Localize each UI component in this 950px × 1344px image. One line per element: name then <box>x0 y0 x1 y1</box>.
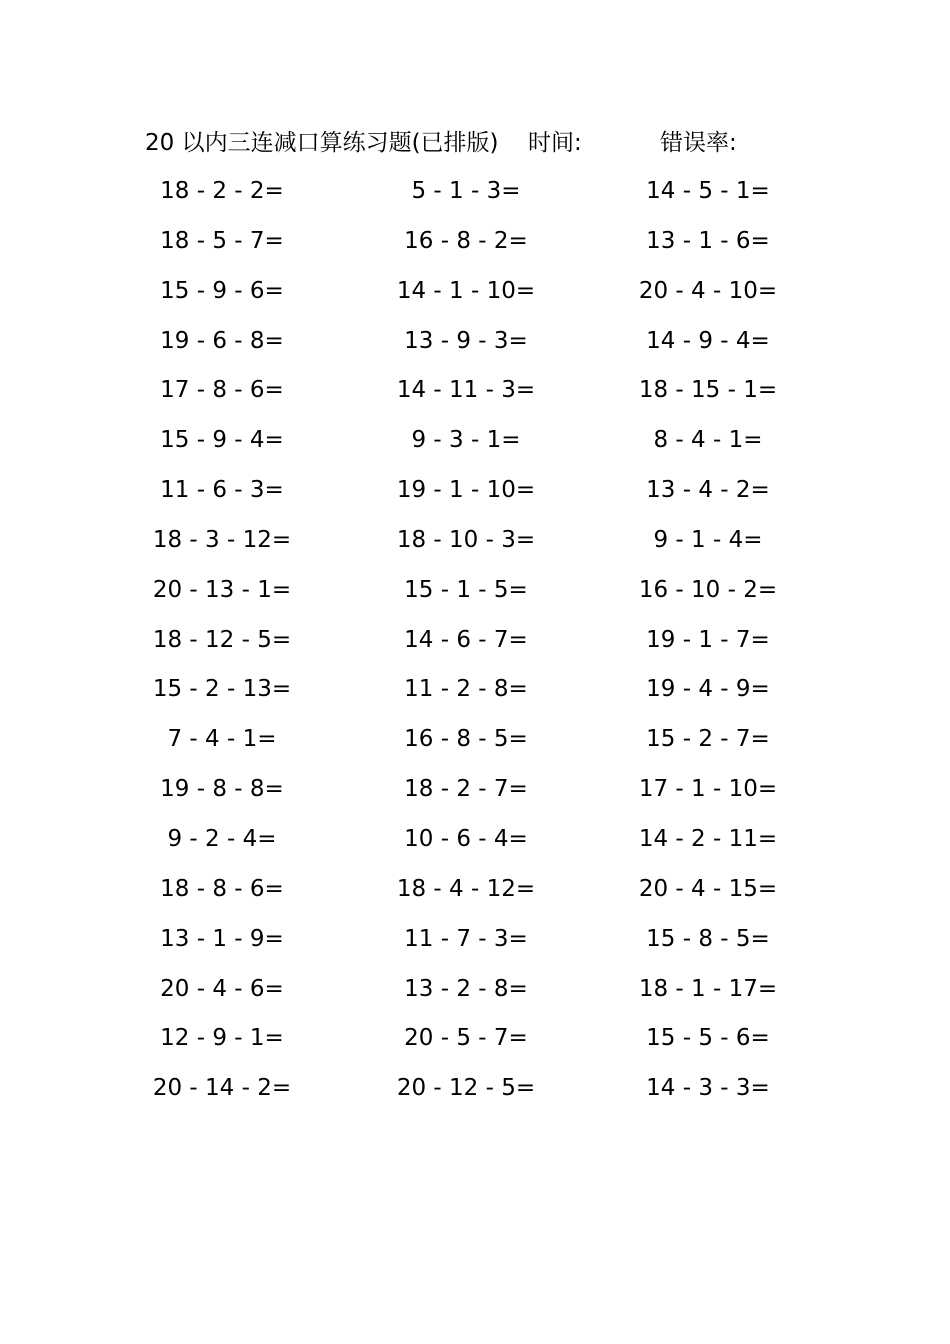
problem-item: 15 - 1 - 5= <box>404 576 528 603</box>
problem-item: 15 - 9 - 4= <box>160 427 284 454</box>
problem-item: 15 - 5 - 6= <box>646 1025 770 1052</box>
problem-row <box>0 819 950 869</box>
problem-item: 18 - 4 - 12= <box>396 875 536 902</box>
problem-item: 9 - 1 - 4= <box>653 526 763 553</box>
problem-item: 20 - 4 - 6= <box>160 975 284 1002</box>
problem-row <box>0 869 950 919</box>
problem-row <box>0 470 950 520</box>
problem-item: 18 - 2 - 7= <box>404 776 528 803</box>
problem-item: 20 - 14 - 2= <box>152 1075 292 1102</box>
problem-row <box>0 919 950 969</box>
problem-item: 14 - 2 - 11= <box>638 825 778 852</box>
problem-item: 14 - 1 - 10= <box>396 277 536 304</box>
problem-item: 13 - 2 - 8= <box>404 975 528 1002</box>
problem-item: 12 - 9 - 1= <box>160 1025 284 1052</box>
error-rate-label: 错误率: <box>660 130 737 156</box>
problem-item: 9 - 2 - 4= <box>167 825 277 852</box>
problem-row <box>0 620 950 670</box>
problem-row <box>0 420 950 470</box>
problem-item: 20 - 4 - 10= <box>638 277 778 304</box>
problem-row <box>0 271 950 321</box>
problem-item: 19 - 6 - 8= <box>160 327 284 354</box>
problem-item: 18 - 10 - 3= <box>396 526 536 553</box>
problem-item: 20 - 4 - 15= <box>638 875 778 902</box>
problem-item: 15 - 9 - 6= <box>160 277 284 304</box>
problem-row <box>0 769 950 819</box>
worksheet-title: 20 以内三连减口算练习题(已排版) <box>145 130 499 156</box>
problem-item: 13 - 1 - 6= <box>646 227 770 254</box>
problem-item: 13 - 1 - 9= <box>160 925 284 952</box>
problem-item: 18 - 2 - 2= <box>160 178 284 204</box>
problem-item: 19 - 8 - 8= <box>160 776 284 803</box>
problem-item: 11 - 7 - 3= <box>404 925 528 952</box>
problem-row <box>0 321 950 371</box>
problem-item: 20 - 12 - 5= <box>396 1075 536 1102</box>
problem-row <box>0 171 950 221</box>
problem-item: 16 - 8 - 2= <box>404 227 528 254</box>
problem-item: 17 - 8 - 6= <box>160 377 284 404</box>
problem-item: 20 - 13 - 1= <box>152 576 292 603</box>
problem-item: 11 - 6 - 3= <box>160 477 284 504</box>
problem-item: 20 - 5 - 7= <box>404 1025 528 1052</box>
problem-row <box>0 520 950 570</box>
problem-item: 14 - 5 - 1= <box>646 178 770 204</box>
problem-item: 17 - 1 - 10= <box>638 776 778 803</box>
problem-item: 15 - 2 - 13= <box>152 676 292 703</box>
problem-item: 14 - 6 - 7= <box>404 626 528 653</box>
problem-row <box>0 969 950 1019</box>
problem-item: 18 - 8 - 6= <box>160 875 284 902</box>
problem-item: 18 - 5 - 7= <box>160 227 284 254</box>
problem-row <box>0 1068 950 1118</box>
problem-item: 14 - 11 - 3= <box>396 377 536 404</box>
problem-item: 11 - 2 - 8= <box>404 676 528 703</box>
problem-row <box>0 669 950 719</box>
problem-item: 18 - 15 - 1= <box>638 377 778 404</box>
problem-item: 9 - 3 - 1= <box>411 427 521 454</box>
problem-item: 18 - 1 - 17= <box>638 975 778 1002</box>
problem-item: 18 - 3 - 12= <box>152 526 292 553</box>
problem-item: 19 - 1 - 7= <box>646 626 770 653</box>
problem-item: 14 - 9 - 4= <box>646 327 770 354</box>
problem-item: 16 - 10 - 2= <box>638 576 778 603</box>
problem-item: 18 - 12 - 5= <box>152 626 292 653</box>
problem-item: 15 - 2 - 7= <box>646 726 770 753</box>
problem-item: 13 - 4 - 2= <box>646 477 770 504</box>
problem-item: 7 - 4 - 1= <box>167 726 277 753</box>
problem-item: 13 - 9 - 3= <box>404 327 528 354</box>
worksheet-header <box>145 125 845 161</box>
problem-item: 5 - 1 - 3= <box>411 178 521 204</box>
problem-row <box>0 1018 950 1068</box>
problem-item: 14 - 3 - 3= <box>646 1075 770 1102</box>
problem-row <box>0 570 950 620</box>
problem-row <box>0 221 950 271</box>
problem-item: 16 - 8 - 5= <box>404 726 528 753</box>
problem-item: 8 - 4 - 1= <box>653 427 763 454</box>
problem-row <box>0 719 950 769</box>
time-label: 时间: <box>528 130 582 156</box>
problem-grid <box>0 171 950 1118</box>
problem-item: 15 - 8 - 5= <box>646 925 770 952</box>
problem-item: 19 - 4 - 9= <box>646 676 770 703</box>
problem-row <box>0 370 950 420</box>
problem-item: 10 - 6 - 4= <box>404 825 528 852</box>
problem-item: 19 - 1 - 10= <box>396 477 536 504</box>
